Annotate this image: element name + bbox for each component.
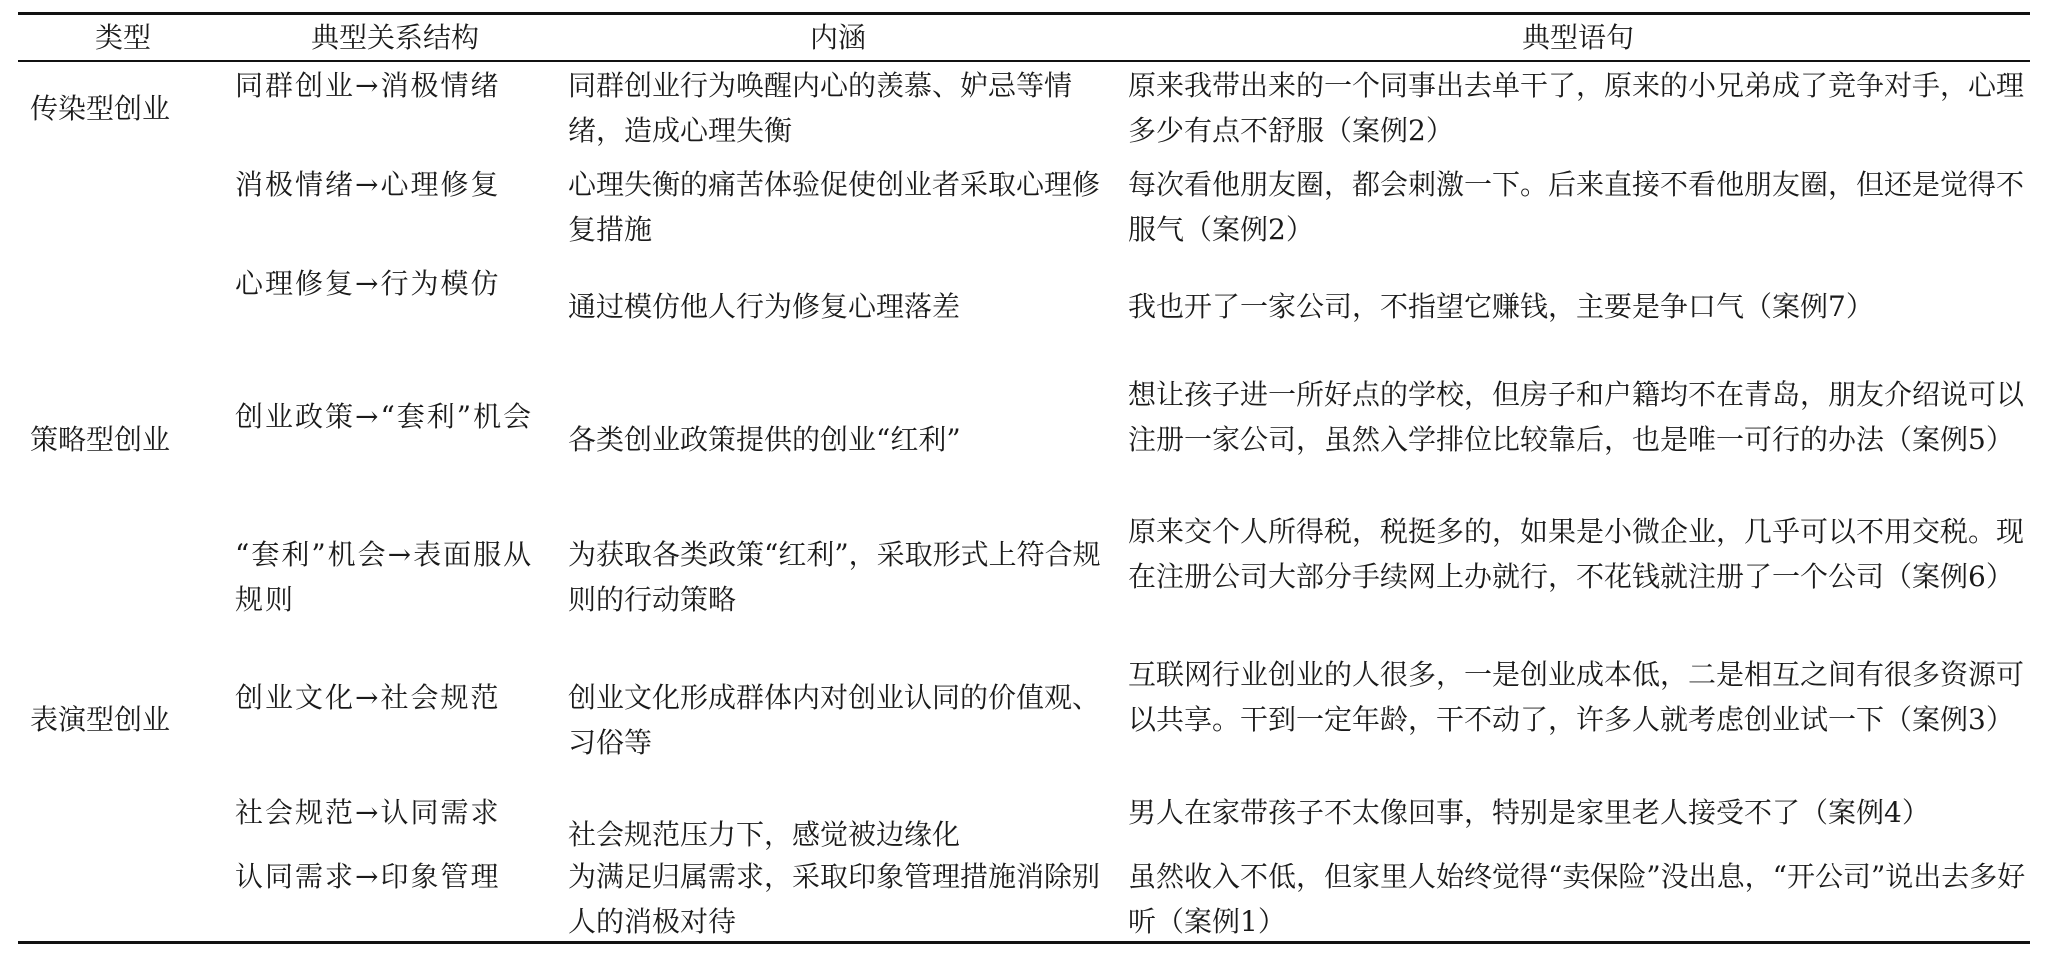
structure-cell: “套利”机会→表面服从规则 [235,538,534,616]
structure-cell: 消极情绪→心理修复 [235,168,501,201]
table-header-rule [18,60,2030,62]
meaning-cell: 各类创业政策提供的创业“红利” [568,423,961,456]
type-label-performative: 表演型创业 [30,703,171,736]
structure-cell: 创业政策→“套利”机会 [235,400,534,433]
quote-cell: 我也开了一家公司，不指望它赚钱，主要是争口气（案例7） [1128,290,1874,323]
meaning-cell: 为获取各类政策“红利”，采取形式上符合规则的行动策略 [568,538,1101,616]
header-meaning: 内涵 [809,21,866,54]
quote-cell: 互联网行业创业的人很多，一是创业成本低，二是相互之间有很多资源可以共享。干到一定年龄，干不动了，许多人就考虑创业试一下（案例3） [1128,658,2025,736]
quote-cell: 原来我带出来的一个同事出去单干了，原来的小兄弟成了竞争对手，心理多少有点不舒服（案例2） [1128,69,2025,147]
structure-cell: 创业文化→社会规范 [235,681,501,714]
meaning-cell: 社会规范压力下，感觉被边缘化 [568,818,961,851]
structure-cell: 社会规范→认同需求 [235,796,501,829]
quote-cell: 每次看他朋友圈，都会刺激一下。后来直接不看他朋友圈，但还是觉得不服气（案例2） [1128,168,2025,246]
meaning-cell: 心理失衡的痛苦体验促使创业者采取心理修复措施 [568,168,1101,246]
meaning-cell: 通过模仿他人行为修复心理落差 [568,290,961,323]
table-top-rule [18,12,2030,15]
quote-cell: 想让孩子进一所好点的学校，但房子和户籍均不在青岛，朋友介绍说可以注册一家公司，虽然入学排位比较靠后，也是唯一可行的办法（案例5） [1128,378,2025,456]
type-label-contagious: 传染型创业 [30,92,171,125]
meaning-cell: 创业文化形成群体内对创业认同的价值观、习俗等 [568,681,1101,759]
structure-cell: 认同需求→印象管理 [235,860,501,893]
meaning-cell: 为满足归属需求，采取印象管理措施消除别人的消极对待 [568,860,1101,938]
header-quote: 典型语句 [1521,21,1634,54]
quote-cell: 虽然收入不低，但家里人始终觉得“卖保险”没出息，“开公司”说出去多好听（案例1） [1128,860,2026,938]
header-structure: 典型关系结构 [310,21,479,54]
header-type: 类型 [94,21,151,54]
type-label-strategic: 策略型创业 [30,423,171,456]
quote-cell: 原来交个人所得税，税挺多的，如果是小微企业，几乎可以不用交税。现在注册公司大部分手续网上办就行，不花钱就注册了一个公司（案例6） [1128,515,2025,593]
quote-cell: 男人在家带孩子不太像回事，特别是家里老人接受不了（案例4） [1128,796,1930,829]
structure-cell: 同群创业→消极情绪 [235,69,501,102]
structure-cell: 心理修复→行为模仿 [235,267,501,300]
meaning-cell: 同群创业行为唤醒内心的羡慕、妒忌等情绪，造成心理失衡 [568,69,1073,147]
